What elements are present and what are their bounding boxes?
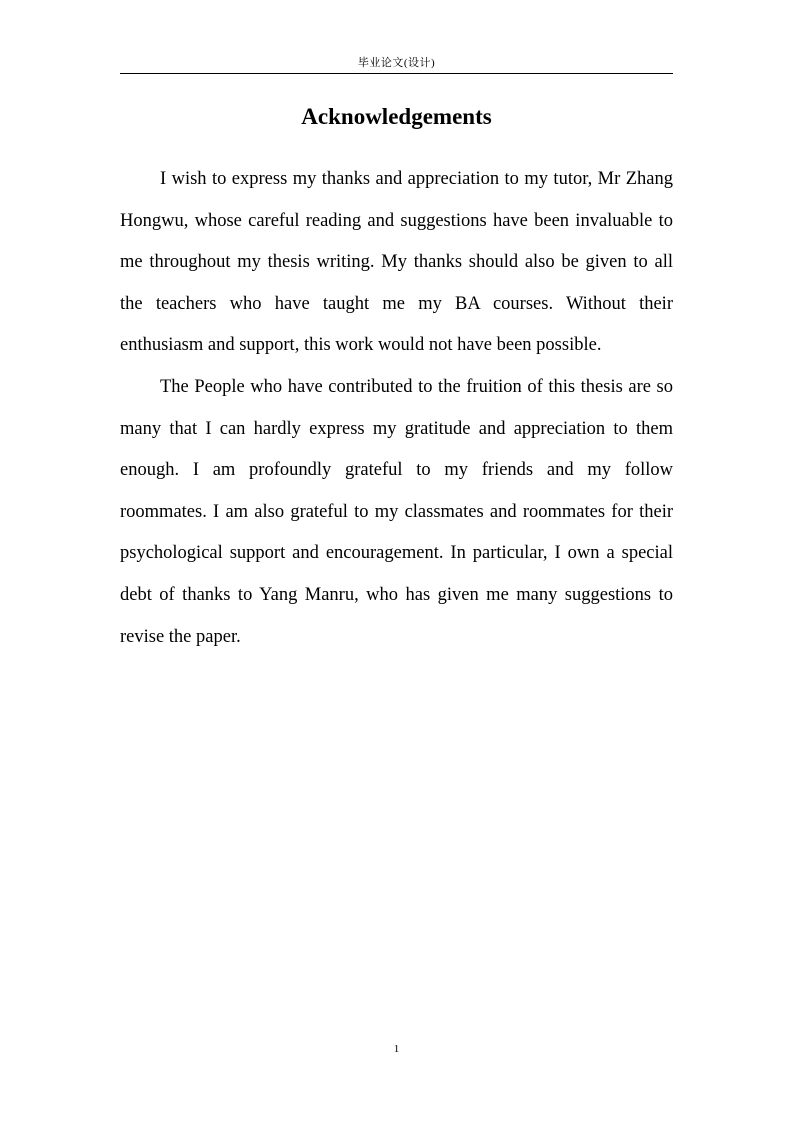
paragraph-thanks-friends: The People who have contributed to the fruition of this thesis are so many that I can hardly express my gratitude and appreciation to them enough. I am profoundly grateful to my friends and my follow roommates. I am also grateful to my classmates and roommates for their psychological support and encouragement. In particular, I own a special debt of thanks to Yang Manru, who has given me many suggestions to revise the paper. [120, 376, 673, 647]
document-body [120, 159, 673, 658]
page-title: Acknowledgements [301, 104, 492, 129]
header-rule [120, 73, 673, 74]
running-header: 毕业论文(设计) [357, 57, 436, 69]
paragraph-thanks-tutor: I wish to express my thanks and appreciation to my tutor, Mr Zhang Hongwu, whose careful reading and suggestions have been invaluable to me throughout my thesis writing. My thanks should also be given to all the teachers who have taught me my BA courses. Without their enthusiasm and support, this work would not have been possible. [120, 169, 673, 356]
page-number: 1 [393, 1043, 400, 1055]
